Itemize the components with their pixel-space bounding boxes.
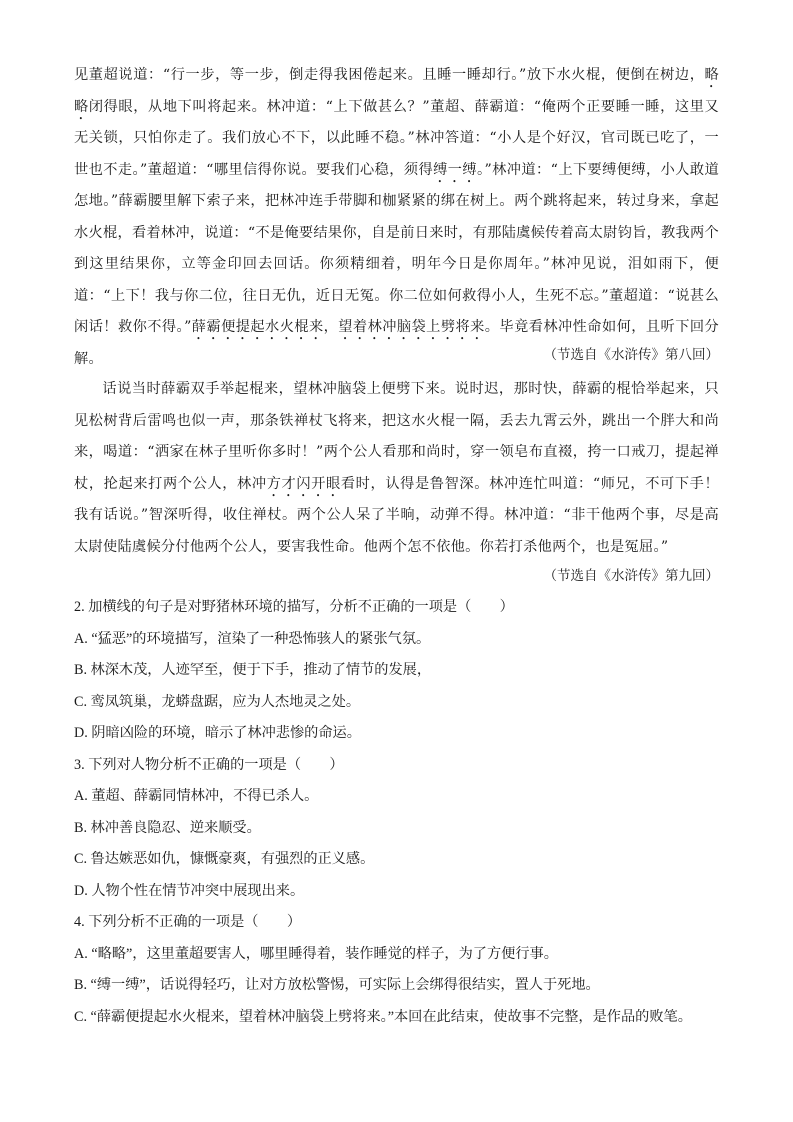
- question-4-stem: 4. 下列分析不正确的一项是（ ）: [74, 914, 302, 930]
- question-2-option-c: C. 鸾凤筑巢，龙蟒盘踞，应为人杰地灵之处。: [74, 693, 361, 710]
- source-citation-chapter-8: （节选自《水浒传》第八回）: [543, 347, 719, 363]
- passage-chapter-9-paragraph: [74, 374, 719, 563]
- question-3-stem: 3. 下列对人物分析不正确的一项是（ ）: [74, 756, 344, 773]
- emphasized-phrase-fuyifu: 缚一缚: [433, 161, 477, 178]
- passage-text: 。”林冲道：“上下要缚便缚，小人敢道怎地。”薛霸腰里解下索子来，把林冲连手带脚和枷紧紧的绑在树上。两个跳将起来，转过身来，拿起水火棍，看着林冲，说道：“不是俺要结果你，自是前日来时，有那陆虞候传着高太尉钧旨，教我两个到这里结果你，立等金印回去回话。你须精细着，明年今日是你周年。”林冲见说，泪如雨下，便道：“上下！我与你二位，往日无仇，近日无冤。你二位如何救得小人，生死不忘。”董超道：“说甚么闲话！救你不得。”: [74, 161, 720, 335]
- question-4-option-a: A. “略略”，这里董超要害人，哪里睡得着，装作睡觉的样子，为了方便行事。: [74, 945, 558, 962]
- passage-chapter-9: [74, 374, 719, 563]
- passage-chapter-8: [74, 60, 719, 375]
- question-2-option-d: D. 阴暗凶险的环境，暗示了林冲悲惨的命运。: [74, 725, 361, 741]
- question-4-option-c: C. “薛霸便提起水火棍来，望着林冲脑袋上劈将来。”本回在此结束，使故事不完整，是作品的败笔。: [74, 1008, 692, 1025]
- emphasized-sentence-xueba: 薛霸便提起水火棍来，望着林冲脑袋上劈将来。: [191, 319, 500, 335]
- passage-text: 话说当时薛霸双手举起棍来，望林冲脑袋上便劈下来。说时迟，那时快，薛霸的棍恰举起来，只见松树背后雷鸣也似一声，那条铁禅杖飞将来，把这水火棍一隔，丢去九霄云外，跳出一个胖大和尚来，喝道：“洒家在林子里听你多时！”两个公人看那和尚时，穿一领皂布直裰，挎一口戒刀，提起禅杖，抡起来打两个公人，林冲: [74, 381, 719, 492]
- question-list: [74, 594, 724, 1035]
- passage-chapter-8-paragraph: [74, 60, 719, 375]
- question-3-option-c: C. 鲁达嫉恶如仇，慷慨豪爽，有强烈的正义感。: [74, 851, 375, 867]
- question-4-option-b: B. “缚一缚”，话说得轻巧，让对方放松警惕，可实际上会绑得很结实，置人于死地。: [74, 977, 600, 993]
- passage-text: 见董超说道：“行一步，等一步，倒走得我困倦起来。且睡一睡却行。”放下水火棍，便倒在树边，: [74, 67, 705, 83]
- emphasized-phrase-shankaiyan: 方才闪开眼: [266, 475, 341, 492]
- emphasized-word-luelue: 略略: [74, 67, 719, 115]
- question-3-option-d: D. 人物个性在情节冲突中展现出来。: [74, 882, 305, 899]
- source-citation-chapter-9: （节选自《水浒传》第九回）: [543, 568, 719, 584]
- passage-text: 看时，认得是鲁智深。林冲连忙叫道：“师兄，不可下手！我有话说。”智深听得，收住禅杖。两个公人呆了半晌，动弹不得。林冲道：“非干他两个事，尽是高太尉使陆虞候分付他两个公人，要害我性命。他两个怎不依他。你若打杀他两个，也是冤屈。”: [74, 475, 719, 555]
- question-2-option-a: A. “猛恶”的环境描写，渲染了一种恐怖骇人的紧张气氛。: [74, 630, 431, 647]
- question-2-option-b: B. 林深木茂，人迹罕至，便于下手，推动了情节的发展，: [74, 662, 432, 678]
- question-3-option-b: B. 林冲善良隐忍、逆来顺受。: [74, 819, 261, 836]
- question-2-stem: 2. 加横线的句子是对野猪林环境的描写，分析不正确的一项是（ ）: [74, 599, 514, 615]
- question-3-option-a: A. 董超、薛霸同情林冲，不得已杀人。: [74, 788, 319, 804]
- passage-text: 毕竟看林冲性命如何，且听下回分解。: [74, 319, 719, 367]
- passage-text: 闭得眼，从地下叫将起来。林冲道：“上下做甚么？”董超、薛霸道：“俺两个正要睡一睡，这里又无关锁，只怕你走了。我们放心不下，以此睡不稳。”林冲答道：“小人是个好汉，官司既已吃了，一世也不走。”董超道：“哪里信得你说。要我们心稳，须得: [74, 98, 719, 178]
